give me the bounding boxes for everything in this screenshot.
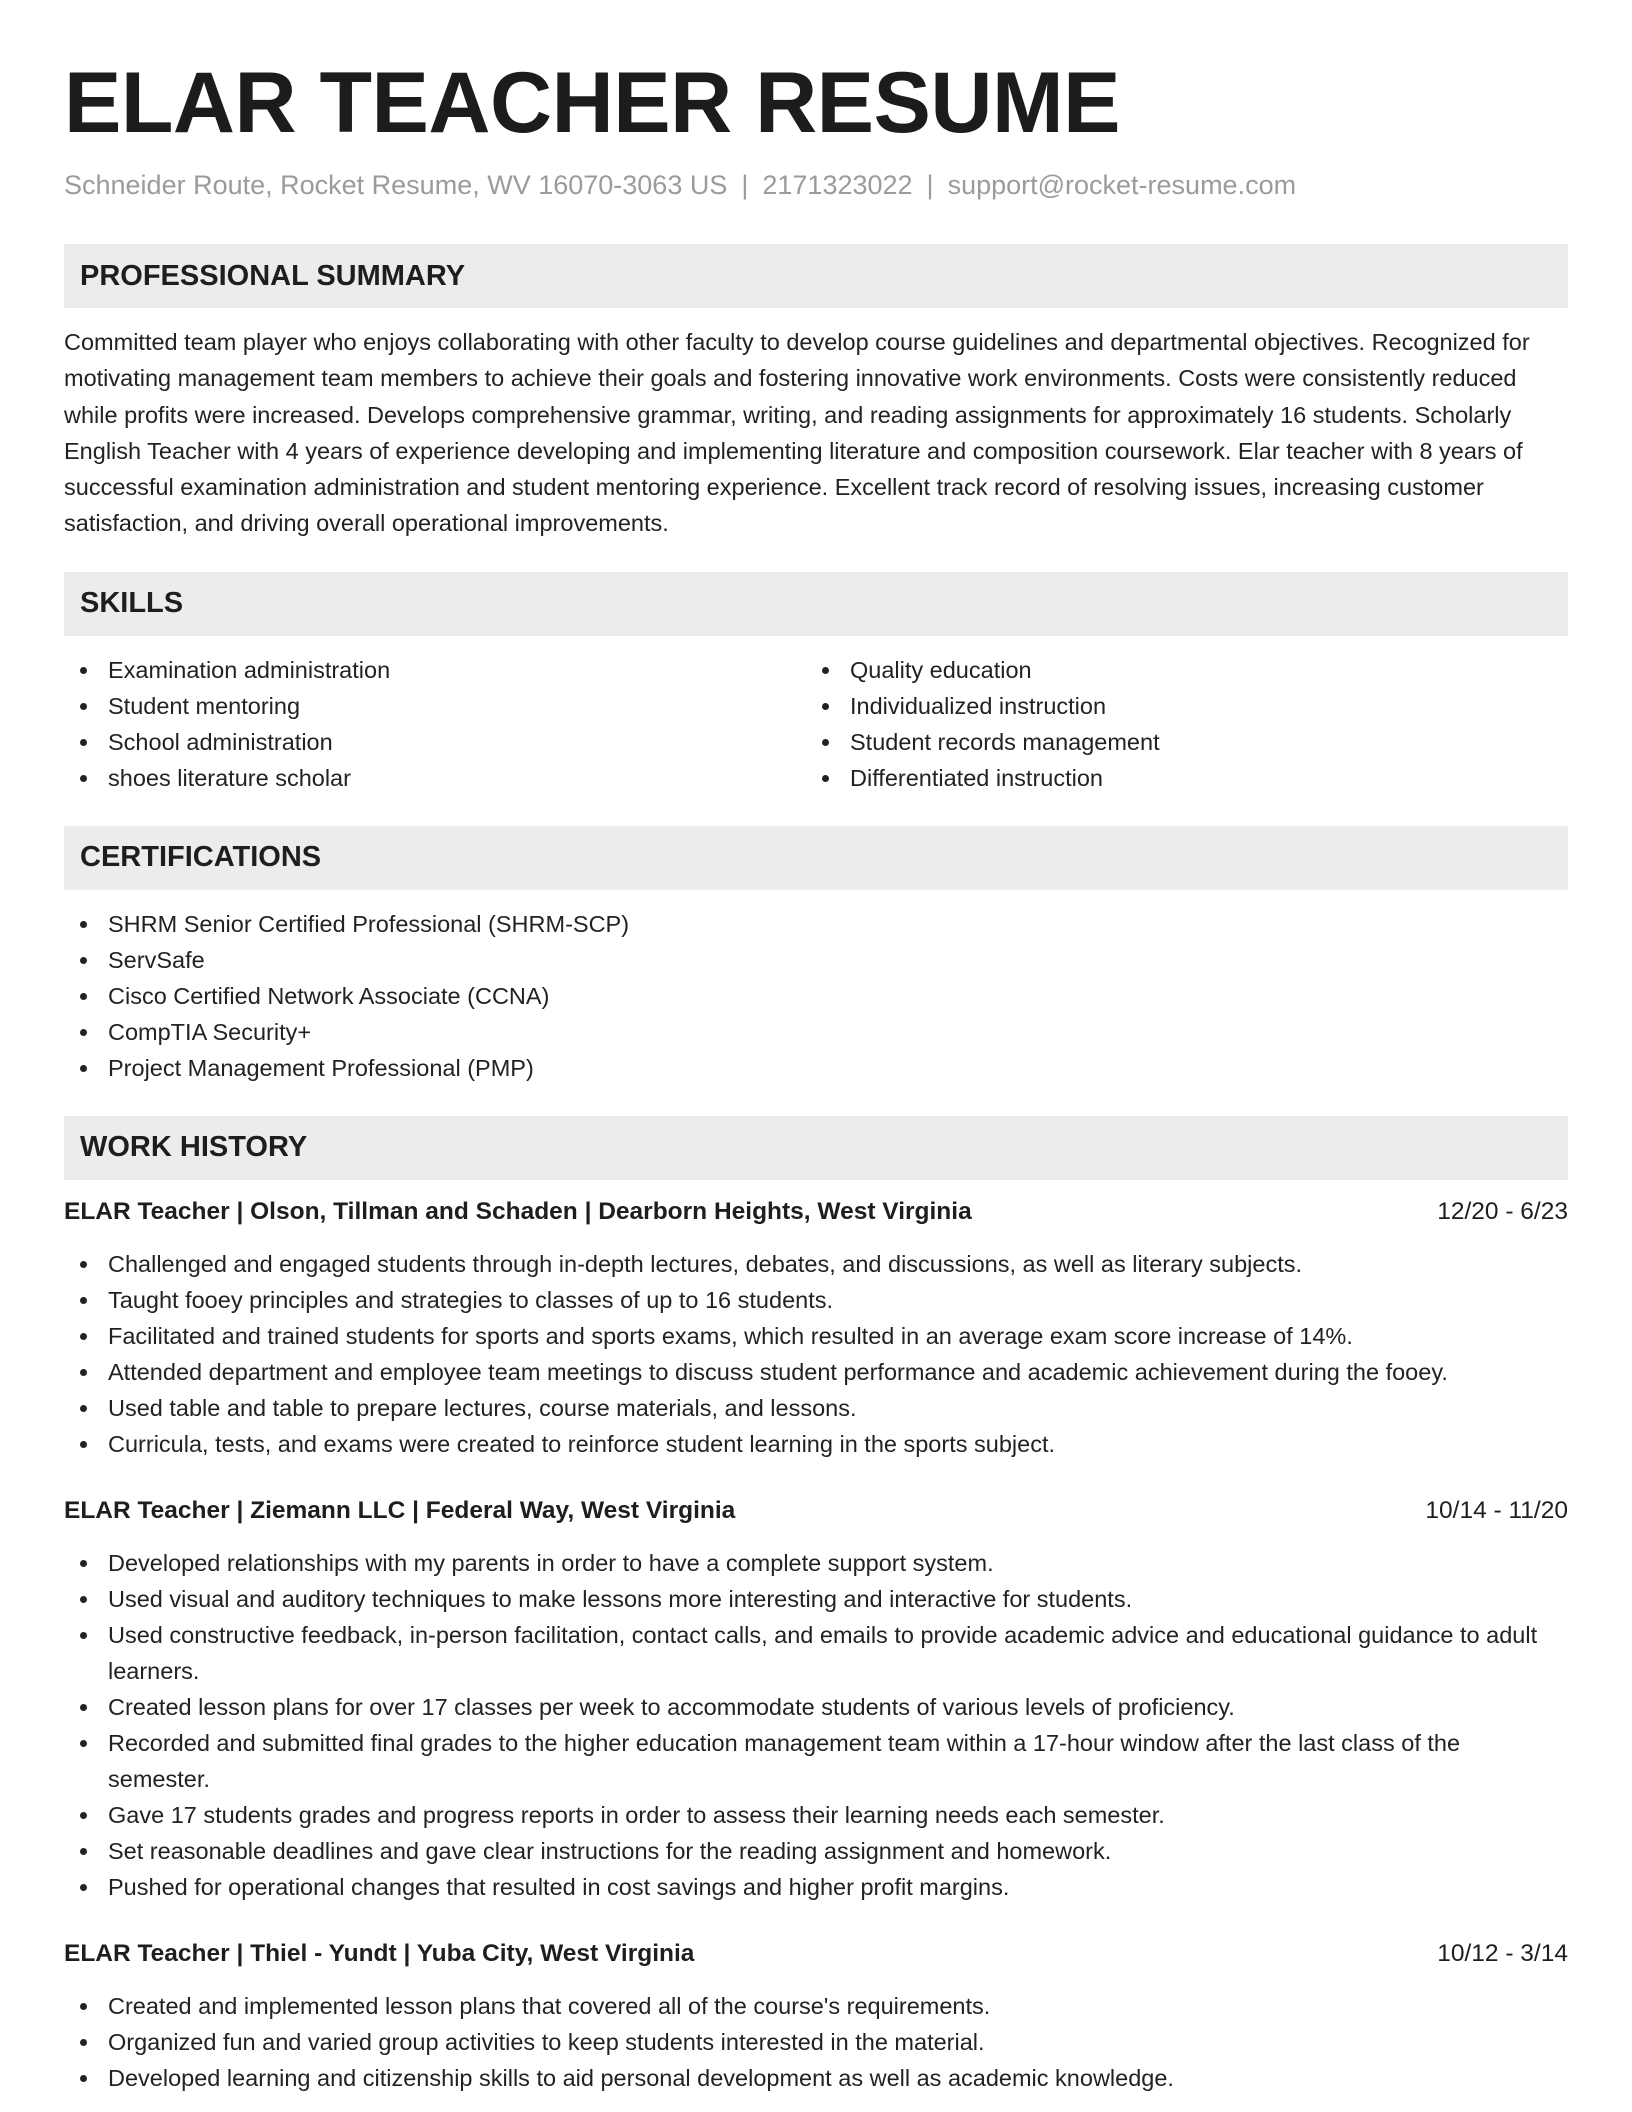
contact-line — [64, 170, 1568, 201]
job-entry — [64, 1194, 1568, 1462]
certifications-heading: CERTIFICATIONS — [64, 826, 1568, 890]
job-bullet: Set reasonable deadlines and gave clear instructions for the reading assignment and homework. — [64, 1833, 1568, 1869]
job-dates: 12/20 - 6/23 — [1437, 1197, 1568, 1225]
skill-item: Student mentoring — [64, 688, 806, 724]
job-bullet: Created and implemented lesson plans that covered all of the course's requirements. — [64, 1988, 1568, 2024]
job-bullets — [64, 1988, 1568, 2096]
job-header — [64, 1936, 1568, 1972]
job-header — [64, 1194, 1568, 1230]
job-title: ELAR Teacher | Thiel - Yundt | Yuba City, West Virginia — [64, 1939, 695, 1967]
job-bullet: Developed relationships with my parents in order to have a complete support system. — [64, 1545, 1568, 1581]
job-dates: 10/12 - 3/14 — [1437, 1939, 1568, 1967]
certifications-list — [64, 906, 1568, 1086]
job-bullets — [64, 1545, 1568, 1905]
skill-item: shoes literature scholar — [64, 760, 806, 796]
job-bullet: Curricula, tests, and exams were created to reinforce student learning in the sports subject. — [64, 1426, 1568, 1462]
job-bullet: Used visual and auditory techniques to make lessons more interesting and interactive for students. — [64, 1581, 1568, 1617]
skills-right-list — [806, 652, 1548, 796]
job-title: ELAR Teacher | Olson, Tillman and Schaden | Dearborn Heights, West Virginia — [64, 1197, 972, 1225]
skill-item: School administration — [64, 724, 806, 760]
job-bullet: Organized fun and varied group activities to keep students interested in the material. — [64, 2024, 1568, 2060]
job-bullet: Attended department and employee team meetings to discuss student performance and academic achievement during the fooey. — [64, 1354, 1568, 1390]
contact-phone: 2171323022 — [762, 170, 913, 200]
job-bullet: Gave 17 students grades and progress reports in order to assess their learning needs each semester. — [64, 1797, 1568, 1833]
skill-item: Differentiated instruction — [806, 760, 1548, 796]
skills-left-list — [64, 652, 806, 796]
job-bullet: Recorded and submitted final grades to the higher education management team within a 17-hour window after the last class of the semester. — [64, 1725, 1568, 1797]
job-dates: 10/14 - 11/20 — [1425, 1496, 1568, 1524]
job-entry — [64, 1493, 1568, 1905]
skills-heading: SKILLS — [64, 572, 1568, 636]
job-bullet: Facilitated and trained students for sports and sports exams, which resulted in an average exam score increase of 14%. — [64, 1318, 1568, 1354]
skill-item: Examination administration — [64, 652, 806, 688]
job-bullet: Pushed for operational changes that resulted in cost savings and higher profit margins. — [64, 1869, 1568, 1905]
work-history-heading: WORK HISTORY — [64, 1116, 1568, 1180]
job-bullet: Created lesson plans for over 17 classes per week to accommodate students of various levels of proficiency. — [64, 1689, 1568, 1725]
summary-heading: PROFESSIONAL SUMMARY — [64, 244, 1568, 308]
contact-separator: | — [741, 170, 749, 200]
job-bullet: Used constructive feedback, in-person facilitation, contact calls, and emails to provide academic advice and educational guidance to adult learners. — [64, 1617, 1568, 1689]
certification-item: ServSafe — [64, 942, 1568, 978]
contact-separator: | — [926, 170, 934, 200]
job-bullet: Taught fooey principles and strategies to classes of up to 16 students. — [64, 1282, 1568, 1318]
job-entry — [64, 1936, 1568, 2096]
certification-item: CompTIA Security+ — [64, 1014, 1568, 1050]
skill-item: Student records management — [806, 724, 1548, 760]
job-bullet: Used table and table to prepare lectures, course materials, and lessons. — [64, 1390, 1568, 1426]
skills-grid — [64, 652, 1568, 796]
job-bullet: Developed learning and citizenship skills to aid personal development as well as academic knowledge. — [64, 2060, 1568, 2096]
certification-item: Project Management Professional (PMP) — [64, 1050, 1568, 1086]
certification-item: Cisco Certified Network Associate (CCNA) — [64, 978, 1568, 1014]
resume-title: ELAR TEACHER RESUME — [64, 55, 1121, 151]
skill-item: Individualized instruction — [806, 688, 1548, 724]
job-bullets — [64, 1246, 1568, 1462]
contact-email: support@rocket-resume.com — [947, 170, 1297, 200]
contact-address: Schneider Route, Rocket Resume, WV 16070-3063 US — [64, 170, 728, 200]
job-header — [64, 1493, 1568, 1529]
job-title: ELAR Teacher | Ziemann LLC | Federal Way, West Virginia — [64, 1496, 736, 1524]
skill-item: Quality education — [806, 652, 1548, 688]
certification-item: SHRM Senior Certified Professional (SHRM-SCP) — [64, 906, 1568, 942]
job-bullet: Challenged and engaged students through in-depth lectures, debates, and discussions, as well as literary subjects. — [64, 1246, 1568, 1282]
summary-text: Committed team player who enjoys collaborating with other faculty to develop course guidelines and departmental objectives. Recognized for motivating management team members to achieve their goals and fostering innovative work environments. Costs were consistently reduced while profits were increased. Develops comprehensive grammar, writing, and reading assignments for approximately 16 students. Scholarly English Teacher with 4 years of experience developing and implementing literature and composition coursework. Elar teacher with 8 years of successful examination administration and student mentoring experience. Excellent track record of resolving issues, increasing customer satisfaction, and driving overall operational improvements. — [64, 329, 1530, 537]
